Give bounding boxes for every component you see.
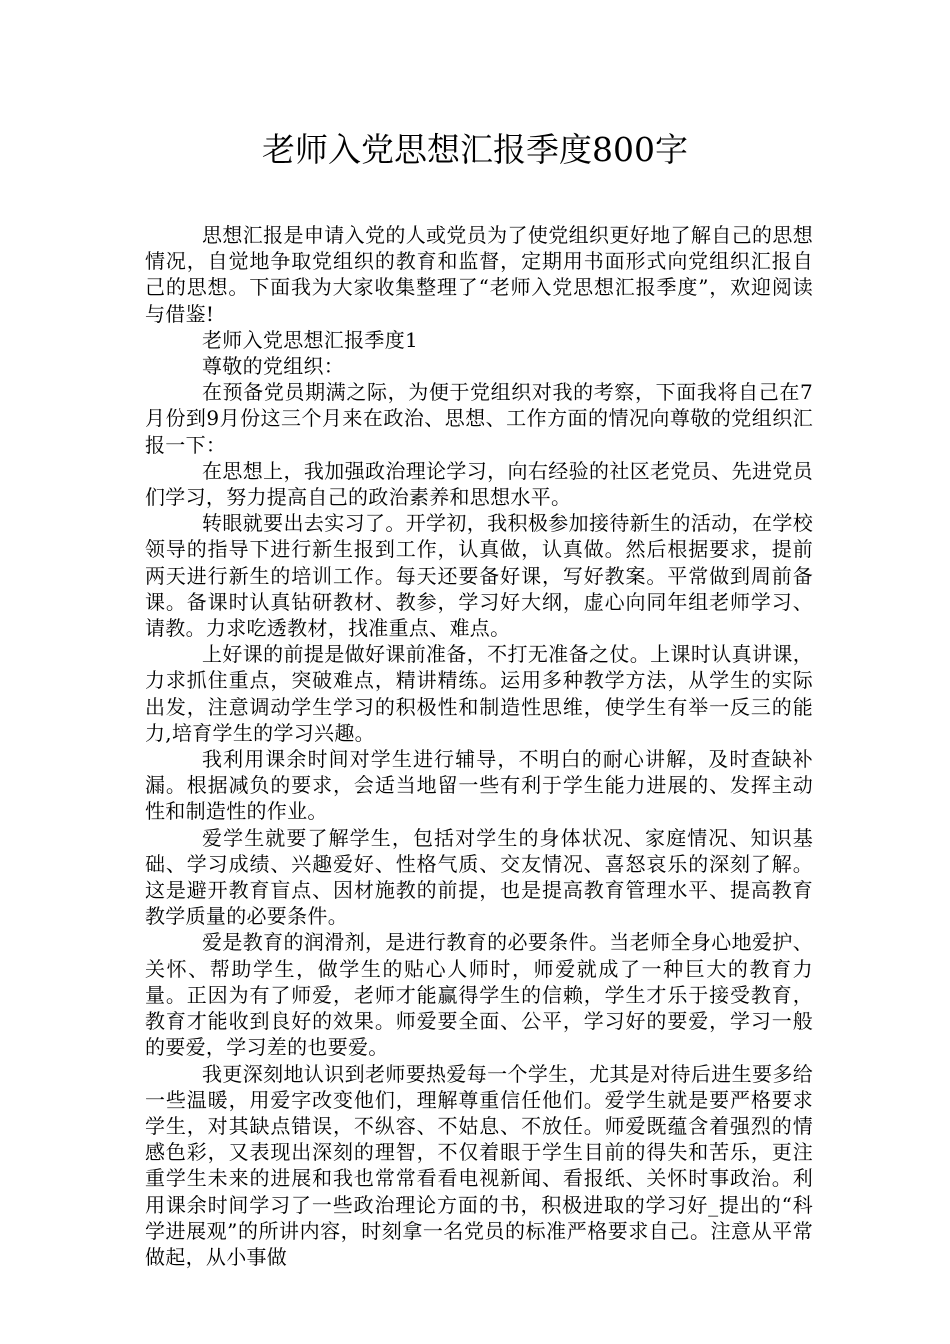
body-paragraph: 我利用课余时间对学生进行辅导，不明白的耐心讲解，及时查缺补漏。根据减负的要求，会适当地留一些有利于学生能力进展的、发挥主动性和制造性的作业。	[145, 747, 813, 824]
section-heading: 老师入党思想汇报季度1	[202, 327, 419, 352]
body-paragraph: 在思想上，我加强政治理论学习，向右经验的社区老党员、先进党员们学习，努力提高自己的政治素养和思想水平。	[145, 458, 813, 510]
document-body	[145, 222, 813, 1270]
body-paragraph: 爱学生就要了解学生，包括对学生的身体状况、家庭情况、知识基础、学习成绩、兴趣爱好、性格气质、交友情况、喜怒哀乐的深刻了解。这是避开教育盲点、因材施教的前提，也是提高教育管理水平、提高教育教学质量的必要条件。	[145, 825, 813, 929]
body-paragraph: 爱是教育的润滑剂，是进行教育的必要条件。当老师全身心地爱护、关怀、帮助学生，做学生的贴心人师时，师爱就成了一种巨大的教育力量。正因为有了师爱，老师才能赢得学生的信赖，学生才乐于接受教育，教育才能收到良好的效果。师爱要全面、公平，学习好的要爱，学习一般的要爱，学习差的也要爱。	[145, 930, 813, 1060]
body-paragraph: 在预备党员期满之际，为便于党组织对我的考察，下面我将自己在7月份到9月份这三个月来在政治、思想、工作方面的情况向尊敬的党组织汇报一下：	[145, 380, 813, 457]
body-paragraph: 我更深刻地认识到老师要热爱每一个学生，尤其是对待后进生要多给一些温暖，用爱字改变他们，理解尊重信任他们。爱学生就是要严格要求学生，对其缺点错误，不纵容、不姑息、不放任。师爱既蕴含着强烈的情感色彩，又表现出深刻的理智，不仅着眼于学生目前的得失和苦乐，更注重学生未来的进展和我也常常看看电视新闻、看报纸、关怀时事政治。利用课余时间学习了一些政治理论方面的书，积极进取的学习好_提出的“科学进展观”的所讲内容，时刻拿一名党员的标准严格要求自己。注意从平常做起，从小事做	[145, 1061, 813, 1269]
salutation: 尊敬的党组织：	[202, 354, 345, 379]
intro-paragraph: 思想汇报是申请入党的人或党员为了使党组织更好地了解自己的思想情况，自觉地争取党组织的教育和监督，定期用书面形式向党组织汇报自己的思想。下面我为大家收集整理了“老师入党思想汇报季度”，欢迎阅读与借鉴!	[145, 223, 813, 326]
body-paragraph: 转眼就要出去实习了。开学初，我积极参加接待新生的活动，在学校领导的指导下进行新生报到工作，认真做，认真做。然后根据要求，提前两天进行新生的培训工作。每天还要备好课，写好教案。平常做到周前备课。备课时认真钻研教材、教参，学习好大纲，虚心向同年组老师学习、请教。力求吃透教材，找准重点、难点。	[145, 511, 813, 641]
document-title: 老师入党思想汇报季度800字	[262, 130, 688, 169]
body-paragraph: 上好课的前提是做好课前准备，不打无准备之仗。上课时认真讲课，力求抓住重点，突破难点，精讲精练。运用多种教学方法，从学生的实际出发，注意调动学生学习的积极性和制造性思维，使学生有举一反三的能力,培育学生的学习兴趣。	[145, 642, 813, 745]
